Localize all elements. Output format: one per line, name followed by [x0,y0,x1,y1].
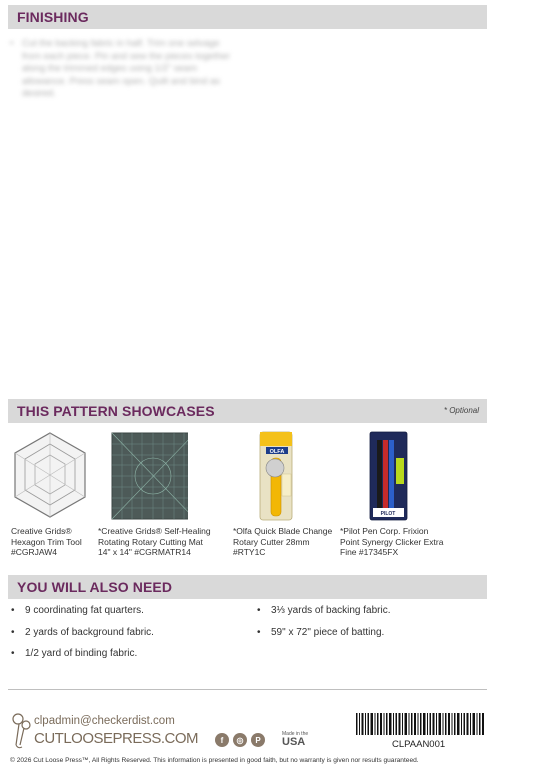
finishing-header [8,5,487,29]
social-icons [215,733,265,747]
hexagon-ruler-image [11,430,89,522]
finishing-bullet: • [10,38,14,49]
list-item: • 3⅓ yards of backing fabric. [257,605,391,627]
pinterest-icon[interactable]: P [251,733,265,747]
product-caption: *Pilot Pen Corp. Frixion Point Synergy Clicker Extra Fine #17345FX [340,526,444,557]
list-item: • 1/2 yard of binding fabric. [11,648,154,670]
optional-note: * Optional [443,406,479,415]
list-item: • 2 yards of background fabric. [11,627,154,649]
facebook-icon[interactable]: f [215,733,229,747]
also-need-left-list [11,605,154,670]
also-need-right-list [257,605,391,648]
made-in-label: Made in the [282,731,309,737]
made-in-country: USA [282,736,306,748]
olfa-label: OLFA [269,449,285,455]
footer-divider [8,689,487,690]
footer-website[interactable]: CUTLOOSEPRESS.COM [34,730,199,747]
product-code: CLPAAN001 [392,739,446,750]
barcode-image [356,713,486,735]
showcase-header [8,399,487,423]
list-item: • 59" x 72" piece of batting. [257,627,391,649]
rotary-cutter-image [233,430,323,522]
product-frixion-pens [340,430,450,558]
also-need-title: YOU WILL ALSO NEED [17,579,173,595]
copyright-text: © 2026 Cut Loose Press™, All Rights Reserved. This information is presented in good faith, but no warranty is given nor results guaranteed. [10,757,419,764]
product-cutting-mat [98,430,213,558]
showcase-title: THIS PATTERN SHOWCASES [17,403,215,419]
footer-email[interactable]: clpadmin@checkerdist.com [34,715,175,727]
finishing-title: FINISHING [17,9,89,25]
instagram-icon[interactable]: ◎ [233,733,247,747]
product-caption: *Olfa Quick Blade Change Rotary Cutter 28mm #RTY1C [233,526,333,557]
made-in-usa-badge [282,731,316,748]
product-caption: *Creative Grids® Self-Healing Rotating Rotary Cutting Mat 14" x 14" #CGRMATR14 [98,526,211,557]
list-item: • 9 coordinating fat quarters. [11,605,154,627]
cutting-mat-image [98,430,188,522]
product-rotary-cutter [233,430,333,558]
finishing-text: Cut the backing fabric in half. Trim one selvage from each piece. Pin and sew the pieces together along the trimmed edges using 1/2" seam allowance. Press seam open. Quilt and bind as desired. [22,38,231,99]
product-caption: Creative Grids® Hexagon Trim Tool #CGRJAW4 [11,526,82,557]
finishing-text-block [10,38,240,101]
also-need-header [8,575,487,599]
pilot-label: PILOT [380,511,396,517]
frixion-pens-image [340,430,430,522]
product-hexagon-tool [11,430,91,558]
scissors-logo-icon [10,711,34,751]
